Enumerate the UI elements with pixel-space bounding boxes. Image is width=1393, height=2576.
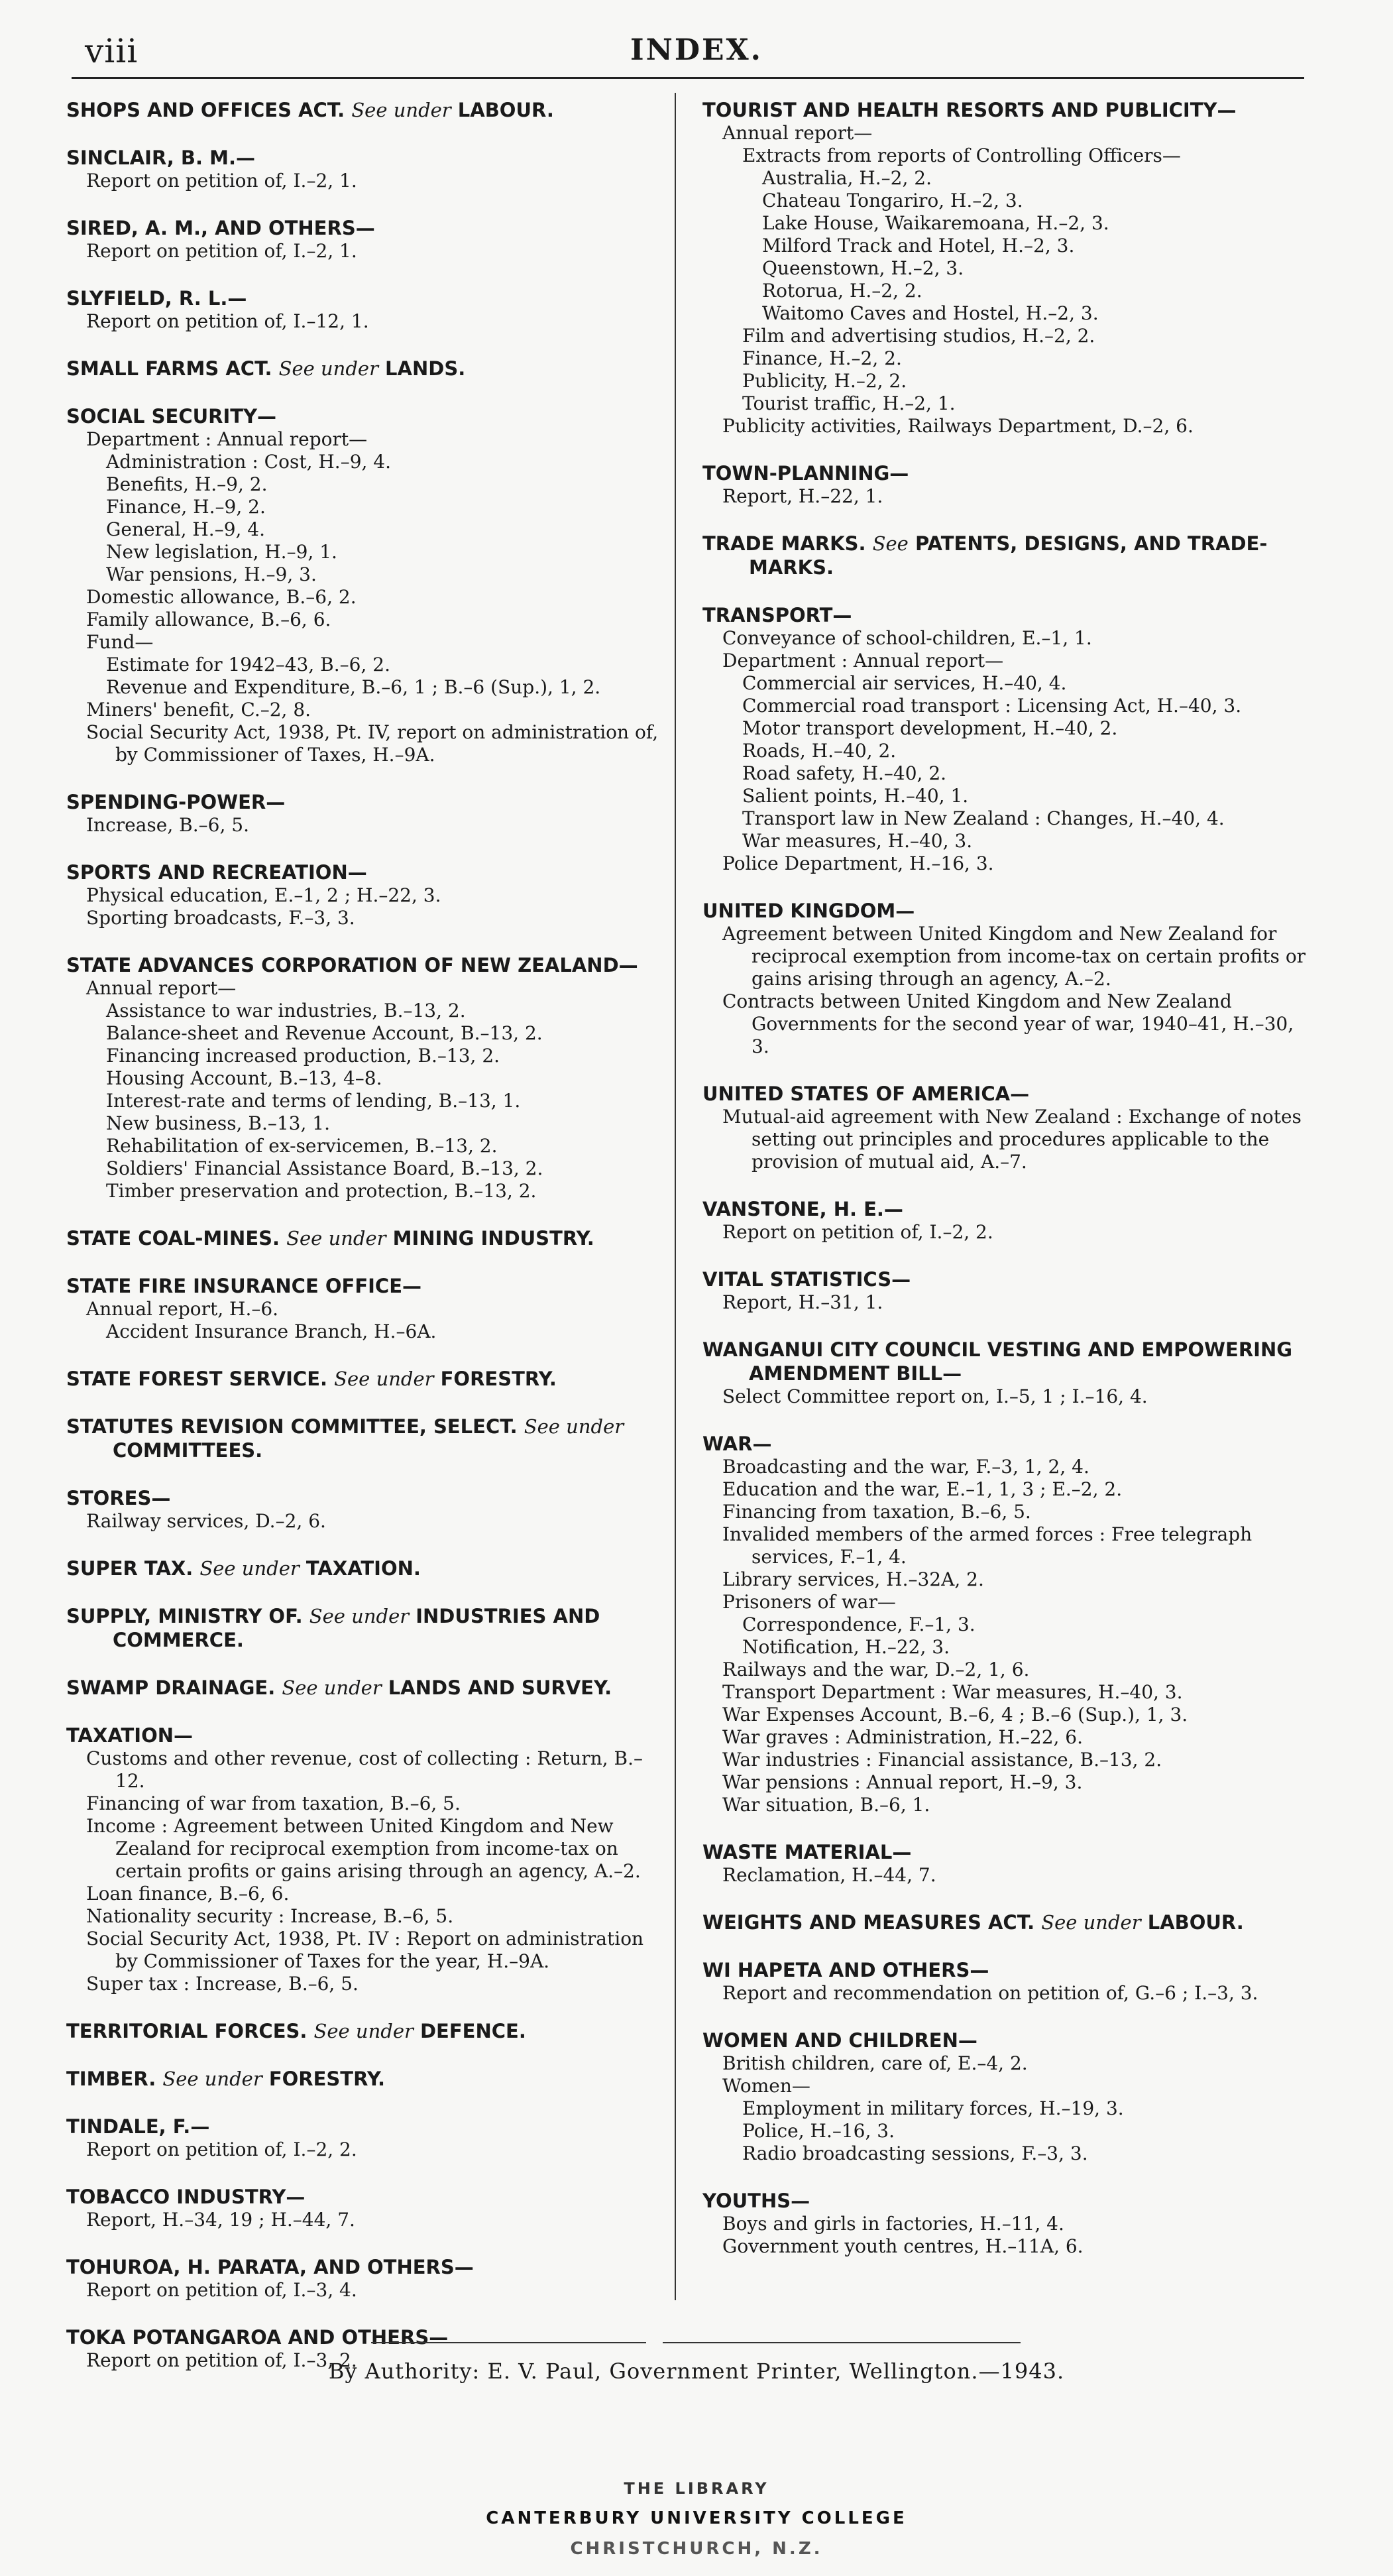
see-reference: See under — [351, 99, 451, 121]
entry-heading — [66, 1676, 666, 1700]
entry-heading — [702, 1432, 1309, 1456]
entry-line: Social Security Act, 1938, Pt. IV, report on administration of, by Commissioner of Taxes, H.–9A. — [86, 721, 659, 766]
see-reference: See under — [309, 1605, 410, 1627]
entry-line: Annual report, H.–6. — [86, 1298, 279, 1320]
entry-heading — [66, 2325, 666, 2349]
entry-line: Mutual-aid agreement with New Zealand : Exchange of notes setting out principles and procedures applicable to the provision of mutual aid, A.–7. — [722, 1106, 1302, 1173]
index-entry — [702, 1432, 1309, 1816]
index-entry — [66, 2185, 666, 2231]
entry-heading — [66, 860, 666, 884]
entry-heading-text: SPENDING-POWER— — [66, 791, 286, 813]
entry-heading — [66, 1226, 666, 1250]
entry-heading-text: WOMEN AND CHILDREN— — [702, 2029, 977, 2052]
entry-line: Benefits, H.–9, 2. — [106, 473, 268, 495]
entry-line: Invalided members of the armed forces : Free telegraph services, F.–1, 4. — [722, 1523, 1253, 1568]
entry-heading — [66, 1274, 666, 1298]
index-entry — [66, 2067, 666, 2091]
index-entry — [66, 2255, 666, 2302]
entry-heading — [702, 1267, 1309, 1291]
entry-line: War pensions : Annual report, H.–9, 3. — [722, 1771, 1083, 1793]
index-entry — [702, 603, 1309, 875]
see-target: INDUSTRIES AND COMMERCE. — [113, 1605, 600, 1651]
entry-line: New legislation, H.–9, 1. — [106, 541, 337, 563]
entry-heading — [66, 1486, 666, 1510]
entry-line: Soldiers' Financial Assistance Board, B.–13, 2. — [106, 1157, 543, 1179]
entry-line: Balance-sheet and Revenue Account, B.–13, 2. — [106, 1022, 543, 1044]
index-entry — [66, 286, 666, 333]
entry-heading — [66, 2019, 666, 2043]
entry-line: Contracts between United Kingdom and New Zealand Governments for the second year of war, 1940–41, H.–30, 3. — [722, 990, 1294, 1057]
entry-line: Road safety, H.–40, 2. — [742, 762, 947, 784]
entry-heading-text: TOBACCO INDUSTRY— — [66, 2186, 306, 2208]
index-entry — [66, 1226, 666, 1250]
entry-line: Women— — [722, 2075, 810, 2097]
entry-line: Financing from taxation, B.–6, 5. — [722, 1501, 1031, 1523]
entry-heading-text: TOWN-PLANNING— — [702, 462, 909, 485]
entry-heading — [702, 461, 1309, 485]
entry-line: Family allowance, B.–6, 6. — [86, 609, 331, 630]
entry-heading-text: WAR— — [702, 1433, 772, 1455]
entry-heading-text: STATE FOREST SERVICE. — [66, 1368, 328, 1390]
entry-line: Income : Agreement between United Kingdom and New Zealand for reciprocal exemption from income-tax on certain profits or gains arising through an agency, A.–2. — [86, 1815, 641, 1882]
entry-line: Police Department, H.–16, 3. — [722, 852, 994, 874]
entry-line: Employment in military forces, H.–19, 3. — [742, 2097, 1124, 2119]
entry-line: Super tax : Increase, B.–6, 5. — [86, 1973, 359, 1995]
entry-heading-text: STATE COAL-MINES. — [66, 1227, 280, 1250]
see-reference: See under — [199, 1557, 300, 1580]
entry-line: Nationality security : Increase, B.–6, 5. — [86, 1905, 454, 1927]
entry-line: War graves : Administration, H.–22, 6. — [722, 1726, 1084, 1748]
entry-heading-text: VANSTONE, H. E.— — [702, 1198, 903, 1220]
entry-heading — [66, 1367, 666, 1391]
entry-heading-text: WEIGHTS AND MEASURES ACT. — [702, 1911, 1035, 1934]
entry-line: Report, H.–22, 1. — [722, 485, 883, 507]
index-entry — [66, 1367, 666, 1391]
index-entry — [702, 461, 1309, 508]
entry-heading — [66, 1415, 666, 1462]
entry-heading — [66, 2115, 666, 2138]
entry-heading — [66, 953, 666, 977]
index-entry — [66, 1724, 666, 1995]
entry-line: Revenue and Expenditure, B.–6, 1 ; B.–6 (Sup.), 1, 2. — [106, 676, 601, 698]
entry-heading-text: TAXATION— — [66, 1724, 194, 1747]
entry-line: Australia, H.–2, 2. — [762, 167, 932, 189]
entry-line: Report on petition of, I.–12, 1. — [86, 310, 369, 332]
entry-line: Waitomo Caves and Hostel, H.–2, 3. — [762, 302, 1099, 324]
entry-line: Broadcasting and the war, F.–3, 1, 2, 4. — [722, 1456, 1089, 1478]
see-target: MINING INDUSTRY. — [392, 1227, 594, 1250]
entry-line: Report on petition of, I.–2, 1. — [86, 170, 357, 192]
see-reference: See under — [282, 1676, 382, 1699]
entry-line: Notification, H.–22, 3. — [742, 1636, 950, 1658]
entry-line: Extracts from reports of Controlling Officers— — [742, 145, 1181, 166]
footer-rule-left — [371, 2342, 646, 2343]
entry-line: Increase, B.–6, 5. — [86, 814, 249, 836]
entry-line: Conveyance of school-children, E.–1, 1. — [722, 627, 1092, 649]
entry-line: Domestic allowance, B.–6, 2. — [86, 586, 357, 608]
entry-heading-text: WANGANUI CITY COUNCIL VESTING AND EMPOWERING AMENDMENT BILL— — [702, 1338, 1293, 1385]
entry-line: Accident Insurance Branch, H.–6A. — [106, 1320, 437, 1342]
entry-line: Department : Annual report— — [86, 428, 368, 450]
entry-line: British children, care of, E.–4, 2. — [722, 2052, 1028, 2074]
entry-heading-text: WASTE MATERIAL— — [702, 1841, 912, 1863]
index-entry — [702, 532, 1309, 579]
entry-line: Financing of war from taxation, B.–6, 5. — [86, 1792, 461, 1814]
entry-heading — [66, 2185, 666, 2209]
entry-heading-text: SMALL FARMS ACT. — [66, 357, 272, 380]
index-entry — [66, 146, 666, 192]
entry-line: Rotorua, H.–2, 2. — [762, 280, 922, 302]
entry-line: Commercial air services, H.–40, 4. — [742, 672, 1067, 694]
entry-line: Education and the war, E.–1, 1, 3 ; E.–2, 2. — [722, 1478, 1123, 1500]
entry-line: Film and advertising studios, H.–2, 2. — [742, 325, 1095, 347]
entry-line: Physical education, E.–1, 2 ; H.–22, 3. — [86, 884, 441, 906]
entry-heading — [66, 1556, 666, 1580]
entry-line: Finance, H.–2, 2. — [742, 347, 902, 369]
entry-heading-text: UNITED STATES OF AMERICA— — [702, 1083, 1030, 1105]
see-target: LABOUR. — [1147, 1911, 1244, 1934]
entry-heading-text: UNITED KINGDOM— — [702, 900, 915, 922]
entry-heading-text: TIMBER. — [66, 2068, 156, 2090]
entry-line: Railway services, D.–2, 6. — [86, 1510, 326, 1532]
entry-heading — [66, 357, 666, 381]
index-entry — [702, 1910, 1309, 1934]
entry-heading — [702, 603, 1309, 627]
see-target: TAXATION. — [306, 1557, 421, 1580]
index-entry — [66, 1415, 666, 1462]
index-entry — [66, 216, 666, 263]
entry-heading — [702, 1082, 1309, 1106]
entry-line: Interest-rate and terms of lending, B.–13, 1. — [106, 1090, 521, 1112]
entry-line: Finance, H.–9, 2. — [106, 496, 266, 518]
index-entry — [66, 98, 666, 122]
entry-heading-text: TOKA POTANGAROA AND OTHERS— — [66, 2326, 449, 2349]
entry-line: Report on petition of, I.–2, 1. — [86, 240, 357, 262]
entry-heading-text: SLYFIELD, R. L.— — [66, 287, 247, 310]
see-reference: See under — [334, 1368, 434, 1390]
see-target: FORESTRY. — [440, 1368, 557, 1390]
entry-line: Report on petition of, I.–2, 2. — [86, 2138, 357, 2160]
see-target: COMMITTEES. — [113, 1439, 263, 1462]
entry-heading — [66, 286, 666, 310]
entry-line: Agreement between United Kingdom and New Zealand for reciprocal exemption from income-tax on certain profits or gains arising through an agency, A.–2. — [722, 923, 1306, 990]
entry-line: Transport law in New Zealand : Changes, H.–40, 4. — [742, 807, 1225, 829]
entry-heading — [66, 404, 666, 428]
entry-line: Salient points, H.–40, 1. — [742, 785, 969, 807]
entry-heading-text: YOUTHS— — [702, 2190, 810, 2212]
entry-line: Annual report— — [86, 977, 237, 999]
entry-line: Boys and girls in factories, H.–11, 4. — [722, 2213, 1064, 2235]
column-divider — [675, 93, 676, 2300]
entry-line: Radio broadcasting sessions, F.–3, 3. — [742, 2142, 1088, 2164]
entry-heading — [66, 2067, 666, 2091]
entry-heading — [702, 1338, 1309, 1385]
index-entry — [66, 1676, 666, 1700]
entry-line: Report, H.–31, 1. — [722, 1291, 883, 1313]
index-entry — [702, 899, 1309, 1058]
entry-line: War situation, B.–6, 1. — [722, 1794, 930, 1816]
index-entry — [66, 404, 666, 766]
library-stamp-line-2: CANTERBURY UNIVERSITY COLLEGE — [486, 2508, 907, 2528]
see-target: DEFENCE. — [419, 2020, 526, 2042]
entry-line: Lake House, Waikaremoana, H.–2, 3. — [762, 212, 1109, 234]
see-target: LANDS. — [385, 357, 466, 380]
entry-heading — [702, 1840, 1309, 1864]
entry-heading-text: TOURIST AND HEALTH RESORTS AND PUBLICITY— — [702, 99, 1237, 121]
entry-line: New business, B.–13, 1. — [106, 1112, 330, 1134]
left-column — [66, 98, 666, 2396]
entry-line: Social Security Act, 1938, Pt. IV : Report on administration by Commissioner of Taxes for the year, H.–9A. — [86, 1928, 644, 1972]
entry-heading — [702, 98, 1309, 122]
entry-heading-text: TOHUROA, H. PARATA, AND OTHERS— — [66, 2256, 474, 2278]
entry-line: Milford Track and Hotel, H.–2, 3. — [762, 235, 1075, 257]
see-target: LANDS AND SURVEY. — [388, 1676, 612, 1699]
entry-heading-text: SOCIAL SECURITY— — [66, 405, 277, 428]
entry-heading — [66, 216, 666, 240]
entry-heading — [702, 1910, 1309, 1934]
entry-line: Customs and other revenue, cost of collecting : Return, B.–12. — [86, 1747, 643, 1792]
index-entry — [702, 1082, 1309, 1173]
entry-heading-text: SWAMP DRAINAGE. — [66, 1676, 276, 1699]
see-reference: See under — [1041, 1911, 1141, 1934]
entry-heading — [702, 1958, 1309, 1982]
see-target: LABOUR. — [457, 99, 554, 121]
footer-rule-right — [663, 2342, 1021, 2343]
page-title: INDEX. — [630, 33, 763, 67]
index-entry — [702, 1267, 1309, 1314]
entry-line: Loan finance, B.–6, 6. — [86, 1883, 290, 1904]
entry-heading-text: SUPPLY, MINISTRY OF. — [66, 1605, 303, 1627]
page-number: viii — [85, 32, 139, 70]
entry-line: Reclamation, H.–44, 7. — [722, 1864, 936, 1886]
entry-line: Miners' benefit, C.–2, 8. — [86, 699, 311, 721]
entry-line: Report, H.–34, 19 ; H.–44, 7. — [86, 2209, 355, 2231]
index-entry — [66, 1486, 666, 1533]
entry-line: Railways and the war, D.–2, 1, 6. — [722, 1659, 1030, 1680]
entry-line: Motor transport development, H.–40, 2. — [742, 717, 1118, 739]
entry-line: Report on petition of, I.–2, 2. — [722, 1221, 993, 1243]
entry-heading — [66, 146, 666, 170]
entry-line: Financing increased production, B.–13, 2. — [106, 1045, 500, 1067]
entry-line: War Expenses Account, B.–6, 4 ; B.–6 (Sup.), 1, 3. — [722, 1704, 1188, 1726]
see-target: PATENTS, DESIGNS, AND TRADE-MARKS. — [749, 532, 1268, 579]
entry-line: Publicity activities, Railways Department, D.–2, 6. — [722, 415, 1194, 437]
entry-line: Police, H.–16, 3. — [742, 2120, 895, 2142]
library-stamp-line-3: CHRISTCHURCH, N.Z. — [570, 2539, 823, 2559]
entry-heading-text: STORES— — [66, 1487, 171, 1509]
index-entry — [702, 1840, 1309, 1887]
index-entry — [66, 1604, 666, 1652]
right-column — [702, 98, 1309, 2282]
see-reference: See under — [313, 2020, 414, 2042]
entry-heading-text: TRADE MARKS. — [702, 532, 866, 555]
printer-imprint: By Authority: E. V. Paul, Government Printer, Wellington.—1943. — [328, 2359, 1065, 2384]
index-entry — [702, 1197, 1309, 1244]
entry-line: War industries : Financial assistance, B.–13, 2. — [722, 1749, 1162, 1771]
index-entry — [702, 2189, 1309, 2258]
entry-line: Tourist traffic, H.–2, 1. — [742, 392, 956, 414]
index-entry — [66, 953, 666, 1202]
entry-heading-text: SIRED, A. M., AND OTHERS— — [66, 217, 375, 239]
entry-heading-text: VITAL STATISTICS— — [702, 1268, 911, 1291]
entry-line: Annual report— — [722, 122, 873, 144]
entry-heading — [66, 790, 666, 814]
see-reference: See under — [286, 1227, 386, 1250]
entry-heading — [702, 899, 1309, 923]
index-entry — [66, 860, 666, 929]
entry-heading-text: SPORTS AND RECREATION— — [66, 861, 367, 884]
entry-heading — [702, 2028, 1309, 2052]
entry-line: Commercial road transport : Licensing Act, H.–40, 3. — [742, 695, 1242, 717]
entry-line: Correspondence, F.–1, 3. — [742, 1613, 975, 1635]
entry-heading-text: TINDALE, F.— — [66, 2115, 210, 2138]
library-stamp-line-1: THE LIBRARY — [624, 2479, 769, 2498]
index-entry — [66, 1274, 666, 1343]
entry-line: War measures, H.–40, 3. — [742, 830, 973, 852]
entry-line: General, H.–9, 4. — [106, 518, 266, 540]
index-entry — [66, 357, 666, 381]
entry-line: Select Committee report on, I.–5, 1 ; I.–16, 4. — [722, 1385, 1148, 1407]
index-entry — [66, 2115, 666, 2161]
see-reference: See under — [524, 1415, 624, 1438]
see-reference: See under — [162, 2068, 262, 2090]
entry-heading-text: STATUTES REVISION COMMITTEE, SELECT. — [66, 1415, 518, 1438]
entry-line: Report on petition of, I.–3, 4. — [86, 2279, 357, 2301]
index-entry — [66, 2019, 666, 2043]
index-entry — [702, 2028, 1309, 2165]
entry-heading-text: SINCLAIR, B. M.— — [66, 146, 256, 169]
header-rule — [72, 77, 1304, 79]
entry-heading-text: TERRITORIAL FORCES. — [66, 2020, 307, 2042]
entry-heading-text: WI HAPETA AND OTHERS— — [702, 1959, 989, 1981]
entry-heading-text: SUPER TAX. — [66, 1557, 194, 1580]
entry-line: Assistance to war industries, B.–13, 2. — [106, 1000, 466, 1022]
entry-line: Report on petition of, I.–3, 2. — [86, 2349, 357, 2371]
entry-line: Prisoners of war— — [722, 1591, 896, 1613]
see-reference: See under — [278, 357, 378, 380]
entry-line: Fund— — [86, 631, 154, 653]
entry-line: Sporting broadcasts, F.–3, 3. — [86, 907, 355, 929]
entry-heading — [66, 2255, 666, 2279]
index-entry — [702, 98, 1309, 438]
entry-line: Government youth centres, H.–11A, 6. — [722, 2235, 1084, 2257]
entry-heading-text: STATE ADVANCES CORPORATION OF NEW ZEALAND— — [66, 954, 638, 976]
entry-line: Library services, H.–32A, 2. — [722, 1568, 984, 1590]
entry-heading — [66, 98, 666, 122]
entry-line: Rehabilitation of ex-servicemen, B.–13, 2. — [106, 1135, 498, 1157]
entry-line: Administration : Cost, H.–9, 4. — [106, 451, 392, 473]
entry-heading — [702, 532, 1309, 579]
entry-heading-text: STATE FIRE INSURANCE OFFICE— — [66, 1275, 422, 1297]
entry-heading — [702, 2189, 1309, 2213]
entry-line: Housing Account, B.–13, 4–8. — [106, 1067, 382, 1089]
entry-line: Queenstown, H.–2, 3. — [762, 257, 964, 279]
entry-line: Chateau Tongariro, H.–2, 3. — [762, 190, 1023, 211]
entry-heading-text: TRANSPORT— — [702, 604, 852, 626]
entry-line: Estimate for 1942–43, B.–6, 2. — [106, 654, 390, 675]
index-entry — [702, 1338, 1309, 1408]
see-target: FORESTRY. — [268, 2068, 386, 2090]
entry-line: Transport Department : War measures, H.–40, 3. — [722, 1681, 1183, 1703]
index-entry — [66, 790, 666, 837]
entry-line: Report and recommendation on petition of, G.–6 ; I.–3, 3. — [722, 1982, 1258, 2004]
entry-heading — [66, 1724, 666, 1747]
entry-line: Publicity, H.–2, 2. — [742, 370, 907, 392]
entry-heading — [702, 1197, 1309, 1221]
index-entry — [66, 1556, 666, 1580]
index-entry — [702, 1958, 1309, 2005]
entry-line: Department : Annual report— — [722, 650, 1004, 672]
entry-line: Roads, H.–40, 2. — [742, 740, 897, 762]
entry-line: War pensions, H.–9, 3. — [106, 563, 317, 585]
entry-heading-text: SHOPS AND OFFICES ACT. — [66, 99, 345, 121]
entry-heading — [66, 1604, 666, 1652]
see-reference: See — [872, 532, 909, 555]
entry-line: Timber preservation and protection, B.–13, 2. — [106, 1180, 537, 1202]
